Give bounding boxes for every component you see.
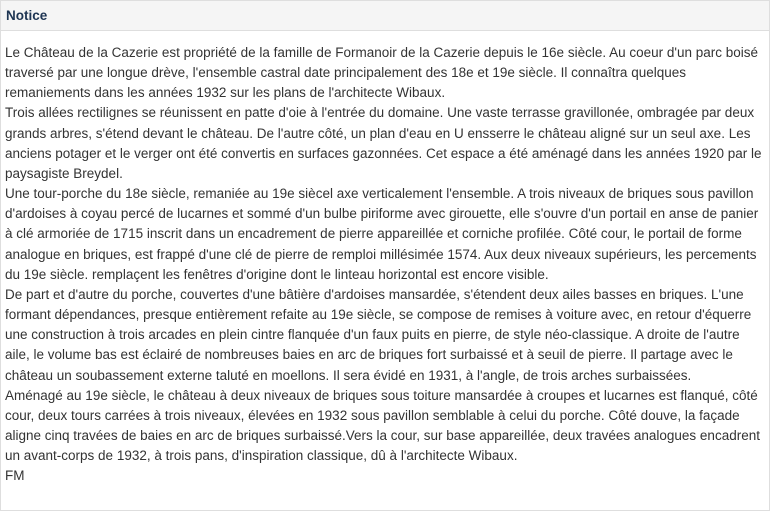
notice-paragraph-wings: De part et d'autre du porche, couvertes d'une bâtière d'ardoises mansardée, s'étendent deux ailes basses en briques. L'une formant dépendances, presque entièrement refaite au 19e siècle, se compose de remises à voiture avec, en retour d'équerre une construction à trois arcades en plein cintre flanquée d'un faux puits en pierre, de style néo-classique. A droite de l'autre aile, le volume bas est éclairé de nombreuses baies en arc de briques fort surbaissé et à seuil de pierre. Il partage avec le château un soubassement externe taluté en moellons. Il sera évidé en 1931, à l'angle, de trois arches surbaissées. — [5, 286, 752, 383]
notice-paragraph-history: Le Château de la Cazerie est propriété de la famille de Formanoir de la Cazerie depuis le 16e siècle. Au coeur d'un parc boisé traversé par une longue drève, l'ensemble castral date principalement des 18e et 19e siècle. Il connaîtra quelques remaniements dans les années 1932 sur les plans de l'architecte Wibaux. — [5, 45, 759, 101]
notice-header — [1, 1, 769, 31]
notice-signature: FM — [5, 468, 25, 484]
notice-body — [1, 31, 769, 486]
notice-paragraph-grounds: Trois allées rectilignes se réunissent en patte d'oie à l'entrée du domaine. Une vaste terrasse gravillonée, ombragée par deux grands arbres, s'étend devant le château. De l'autre côté, un plan d'eau en U ensserre le château aligné sur un seul axe. Les anciens potager et le verger ont été convertis en surfaces gazonnées. Cet espace a été aménagé dans les années 1920 par le paysagiste Breydel. — [5, 105, 762, 181]
notice-paragraph-chateau: Aménagé au 19e siècle, le château à deux niveaux de briques sous toiture mansardée à croupes et lucarnes est flanqué, côté cour, deux tours carrées à trois niveaux, élevées en 1932 sous pavillon semblable à celui du porche. Côté douve, la façade aligne cinq travées de baies en arc de briques surbaissé.Vers la cour, sur base appareillée, deux travées analogues encadrent un avant-corps de 1932, à trois pans, d'inspiration classique, dû à l'architecte Wibaux. — [5, 387, 760, 464]
notice-paragraph-tower-porch: Une tour-porche du 18e siècle, remaniée au 19e siècel axe verticalement l'ensemble. A trois niveaux de briques sous pavillon d'ardoises à coyau percé de lucarnes et sommé d'un bulbe piriforme avec girouette, elle s'ouvre d'un portail en anse de panier à clé armoriée de 1715 inscrit dans un encadrement de pierre appareillée et corniche profilée. Côté cour, le portail de forme analogue en briques, est frappé d'une clé de pierre de remploi millésimée 1574. Aux deux niveaux supérieurs, les percements du 19e siècle. remplaçent les fenêtres d'origine dont le linteau horizontal est encore visible. — [5, 186, 759, 282]
notice-title: Notice — [6, 8, 48, 23]
